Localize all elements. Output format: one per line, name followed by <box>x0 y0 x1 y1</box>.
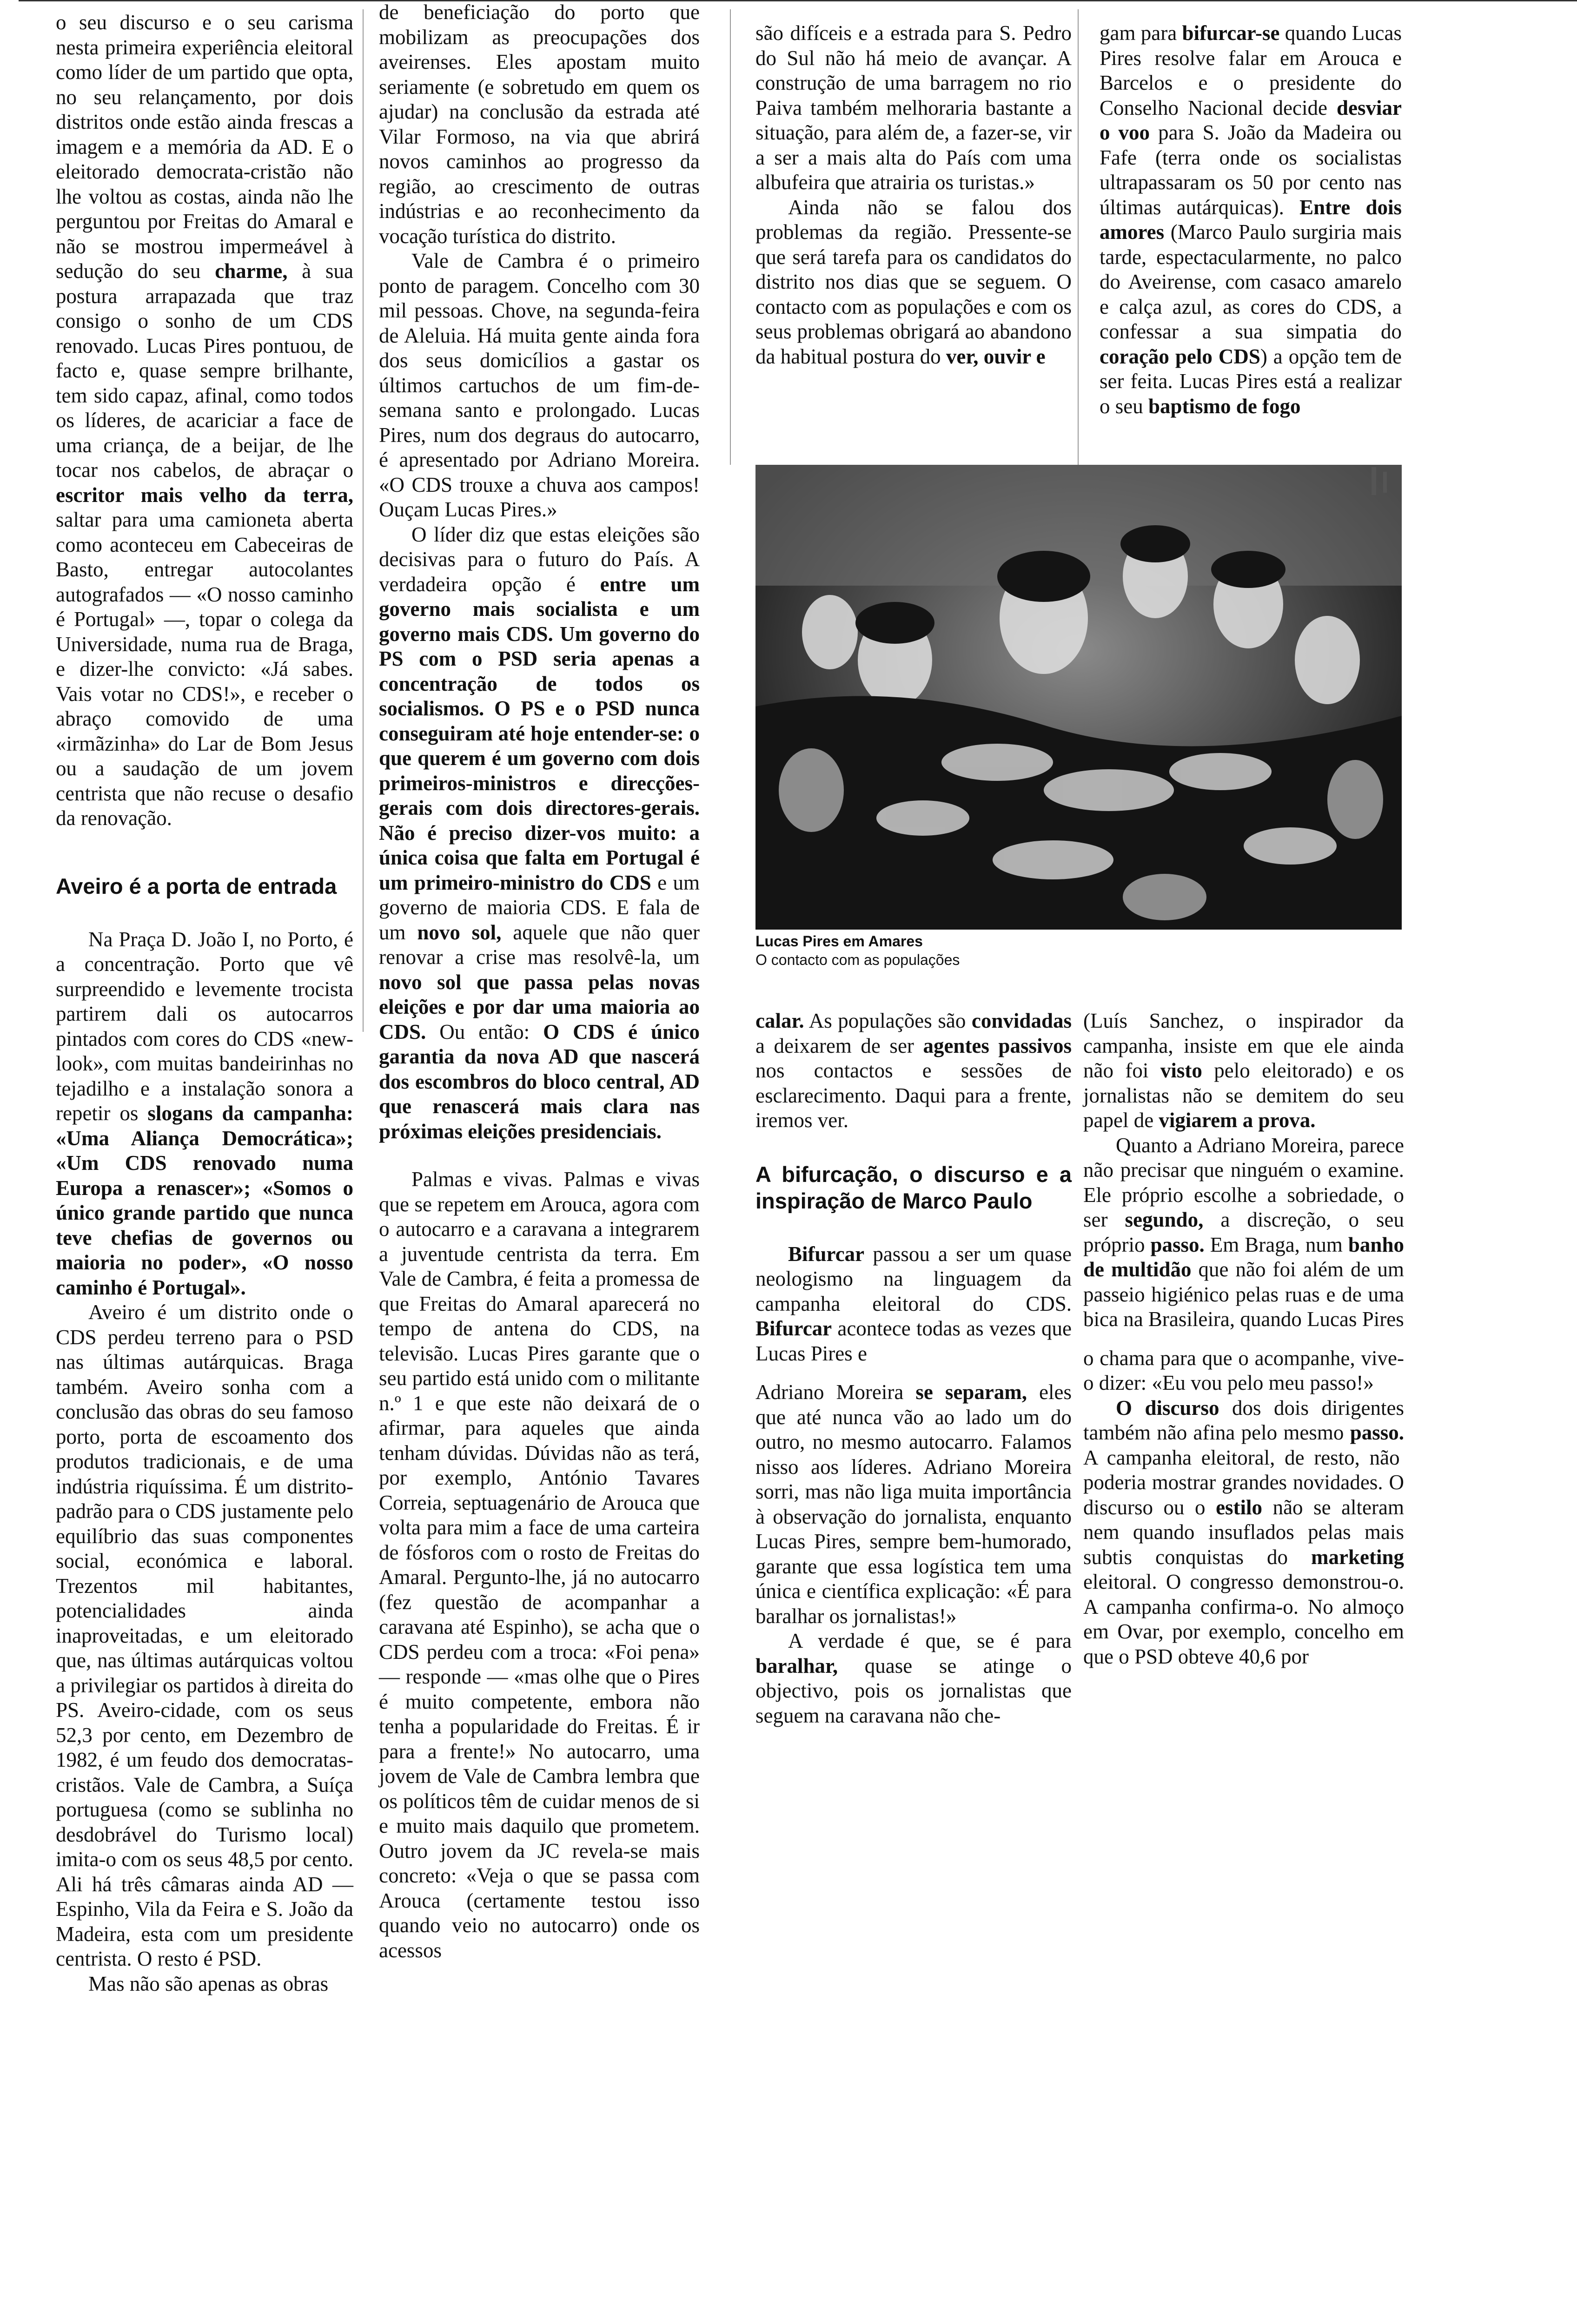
column-1 <box>56 10 353 1996</box>
column-rule <box>730 9 731 465</box>
paragraph: são difíceis e a estrada para S. Pedro do Sul não há meio de avançar. A construção de uma barragem no rio Paiva também melhoraria bastante a situação, para além de, a fazer-se, vir a ser a mais alta do País com uma albufeira que atrairia os turistas.» <box>755 21 1072 194</box>
paragraph: Quanto a Adriano Moreira, parece não precisar que ninguém o examine. Ele próprio escolhe a sobriedade, o ser segundo, a discreção, o seu próprio passo. Em Braga, num banho de multidão que não foi além de um passeio higiénico pelas ruas e de uma bica na Brasileira, quando Lucas Pires <box>1083 1133 1404 1331</box>
paragraph: Ainda não se falou dos problemas da região. Pressente-se que será tarefa para os candidatos do distrito nos dias que se seguem. O contacto com as populações e com os seus problemas obrigará ao abandono da habitual postura do ver, ouvir e <box>755 195 1072 368</box>
column-6 <box>1083 1009 1404 1669</box>
paragraph: Bifurcar passou a ser um quase neologismo na linguagem da campanha eleitoral do CDS. Bifurcar acontece todas as vezes que Lucas Pires e <box>755 1242 1072 1365</box>
scan-mark <box>1372 467 1376 495</box>
paragraph: o chama para que o acompanhe, vive-o dizer: «Eu vou pelo meu passo!» <box>1083 1346 1404 1394</box>
paragraph: gam para bifurcar-se quando Lucas Pires resolve falar em Arouca e Barcelos e o presidente do Conselho Nacional decide desviar o voo para S. João da Madeira ou Fafe (terra onde os socialistas ultrapassaram os 50 por cento nas últimas autárquicas). Entre dois amores (Marco Paulo surgiria mais tarde, espectacularmente, no palco do Aveirense, com casaco amarelo e calça azul, as cores do CDS, a confessar a sua simpatia do coração pelo CDS) a opção tem de ser feita. Lucas Pires está a realizar o seu baptismo de fogo <box>1100 21 1402 418</box>
paragraph: Na Praça D. João I, no Porto, é a concentração. Porto que vê surpreendido e levemente trocista partirem dali os autocarros pintados com cores do CDS «new-look», com muitas bandeirinhas no tejadilho e a instalação sonora a repetir os slogans da campanha: «Uma Aliança Democrática»; «Um CDS renovado numa Europa a renascer»; «Somos o único grande partido que nunca teve chefias de governos ou maioria no poder», «O nosso caminho é Portugal». <box>56 927 354 1299</box>
paragraph: O discurso dos dois dirigentes também não afina pelo mesmo passo. A campanha eleitoral, de resto, não poderia mostrar grandes novidades. O discurso ou o estilo não se alteram nem quando insuflados pelas mais subtis conquistas do marketing eleitoral. O congresso demonstrou-o. A campanha confirma-o. No almoço em Ovar, por exemplo, concelho em que o PSD obteve 40,6 por <box>1083 1396 1404 1668</box>
paragraph: (Luís Sanchez, o inspirador da campanha, insiste em que ele ainda não foi visto pelo eleitorado) e os jornalistas não se demitem do seu papel de vigiarem a prova. <box>1083 1009 1404 1132</box>
paragraph: o seu discurso e o seu carisma nesta primeira experiência eleitoral como líder de um partido que opta, no seu relançamento, por dois distritos onde estão ainda frescas a imagem e a memória da AD. E o eleitorado democrata-cristão não lhe voltou as costas, ainda não lhe perguntou por Freitas do Amaral e não se mostrou impermeável à sedução do seu charme, à sua postura arrapazada que traz consigo o sonho de um CDS renovado. Lucas Pires pontuou, de facto e, quase sempre brilhante, tem sido capaz, afinal, como todos os líderes, de acariciar a face de uma criança, de a beijar, de lhe tocar nos cabelos, de abraçar o escritor mais velho da terra, saltar para uma camioneta aberta como aconteceu em Cabeceiras de Basto, entregar autocolantes autografados — «O nosso caminho é Portugal» —, topar o colega da Universidade, numa rua de Braga, e dizer-lhe convicto: «Já sabes. Vais votar no CDS!», e receber o abraço comovido de uma «irmãzinha» do Lar de Bom Jesus ou a saudação de um jovem centrista que não recuse o desafio da renovação. <box>56 11 353 830</box>
column-4 <box>1100 21 1402 419</box>
crowd-photo-illustration <box>755 465 1402 930</box>
paragraph: Palmas e vivas. Palmas e vivas que se repetem em Arouca, agora com o autocarro e a caravana a integrarem a juventude centrista da terra. Em Vale de Cambra, é feita a promessa de que Freitas do Amaral aparecerá no tempo de antena do CDS, na televisão. Lucas Pires garante que o seu partido está unido com o militante n.º 1 e que este não deixará de o afirmar, para aqueles que ainda tenham dúvidas. Dúvidas não as terá, por exemplo, António Tavares Correia, septuagenário de Arouca que volta para mim a face de uma carteira de fósforos com o rosto de Freitas do Amaral. Pergunto-lhe, já no autocarro (fez questão de acompanhar a caravana até Espinho), se acha que o CDS perdeu com a troca: «Foi pena» — responde — «mas olhe que o Pires é muito competente, embora não tenha a popularidade do Freitas. É ir para a frente!» No autocarro, uma jovem de Vale de Cambra lembra que os políticos têm de cuidar menos de si e muito mais daquilo que prometem. Outro jovem da JC revela-se mais concreto: «Veja o que se passa com Arouca (certamente testou isso quando veio no autocarro) onde os acessos <box>379 1168 700 1962</box>
paragraph: O líder diz que estas eleições são decisivas para o futuro do País. A verdadeira opção é entre um governo mais socialista e um governo mais CDS. Um governo do PS com o PSD seria apenas a concentração de todos os socialismos. O PS e o PSD nunca conseguiram até hoje entender-se: o que querem é um governo com dois primeiros-ministros e direcções-gerais com dois directores-gerais. Não é preciso dizer-vos muito: a única coisa que falta em Portugal é um primeiro-ministro do CDS e um governo de maioria CDS. E fala de um novo sol, aquele que não quer renovar a crise mas resolvê-la, um novo sol que passa pelas novas eleições e por dar uma maioria ao CDS. Ou então: O CDS é único garantia da nova AD que nascerá dos escombros do bloco central, AD que renascerá mais clara nas próximas eleições presidenciais. <box>379 522 700 1143</box>
column-3 <box>755 21 1072 369</box>
news-photo <box>755 465 1402 930</box>
paragraph: Mas não são apenas as obras <box>88 1972 329 1995</box>
paragraph: Adriano Moreira se separam, eles que até nunca vão ao lado um do outro, no mesmo autocarro. Falamos nisso aos líderes. Adriano Moreira sorri, mas não liga muita importância à observação do jornalista, enquanto Lucas Pires, sempre bem-humorado, garante que essa logística tem uma única e científica explicação: «É para baralhar os jornalistas!» <box>755 1380 1072 1628</box>
subheading: Aveiro é a porta de entrada <box>56 873 337 898</box>
paragraph: calar. As populações são convidadas a deixarem de ser agentes passivos nos contactos e sessões de esclarecimento. Daqui para a frente, iremos ver. <box>755 1009 1072 1132</box>
scan-mark <box>1383 472 1387 493</box>
column-rule <box>1078 9 1079 465</box>
paragraph: de beneficiação do porto que mobilizam as preocupações dos aveirenses. Eles apostam muito seriamente (e sobretudo em quem os ajudar) na conclusão da estrada até Vilar Formoso, na via que abrirá novos caminhos ao progresso da região, ao crescimento de outras indústrias e ao reconhecimento da vocação turística do distrito. <box>379 0 700 248</box>
subheading: A bifurcação, o discurso e a inspiração de Marco Paulo <box>755 1162 1072 1213</box>
caption-title: Lucas Pires em Amares <box>755 933 923 950</box>
column-2 <box>379 0 700 1963</box>
paragraph: Vale de Cambra é o primeiro ponto de paragem. Concelho com 30 mil pessoas. Chove, na segunda-feira de Aleluia. Há muita gente ainda fora dos seus domicílios a gastar os últimos cartuchos de um fim-de-semana santo e prolongado. Lucas Pires, num dos degraus do autocarro, é apresentado por Adriano Moreira. «O CDS trouxe a chuva aos campos! Ouçam Lucas Pires.» <box>379 249 700 521</box>
caption-text: O contacto com as populações <box>755 951 960 968</box>
column-5 <box>755 1009 1072 1728</box>
paragraph: Aveiro é um distrito onde o CDS perdeu terreno para o PSD nas últimas autárquicas. Braga também. Aveiro sonha com a conclusão das obras do seu famoso porto, porta de escoamento dos produtos tradicionais, e de uma indústria riquíssima. É um distrito-padrão para o CDS justamente pelo equilíbrio das suas componentes social, económica e laboral. Trezentos mil habitantes, potencialidades ainda inaproveitadas, e um eleitorado que, nas últimas autárquicas voltou a privilegiar os partidos à direita do PS. Aveiro-cidade, com os seus 52,3 por cento, em Dezembro de 1982, é um feudo dos democratas-cristãos. Vale de Cambra, a Suíça portuguesa (como se sublinha no desdobrável do Turismo local) imita-o com os seus 48,5 por cento. Ali há três câmaras ainda AD — Espinho, Vila da Feira e S. João da Madeira, esta com um presidente centrista. O resto é PSD. <box>56 1301 353 1970</box>
paragraph: A verdade é que, se é para baralhar, quase se atinge o objectivo, pois os jornalistas que seguem na caravana não che- <box>755 1629 1072 1727</box>
photo-caption <box>755 932 1406 969</box>
column-rule <box>363 9 364 1032</box>
top-rule <box>19 0 1577 1</box>
